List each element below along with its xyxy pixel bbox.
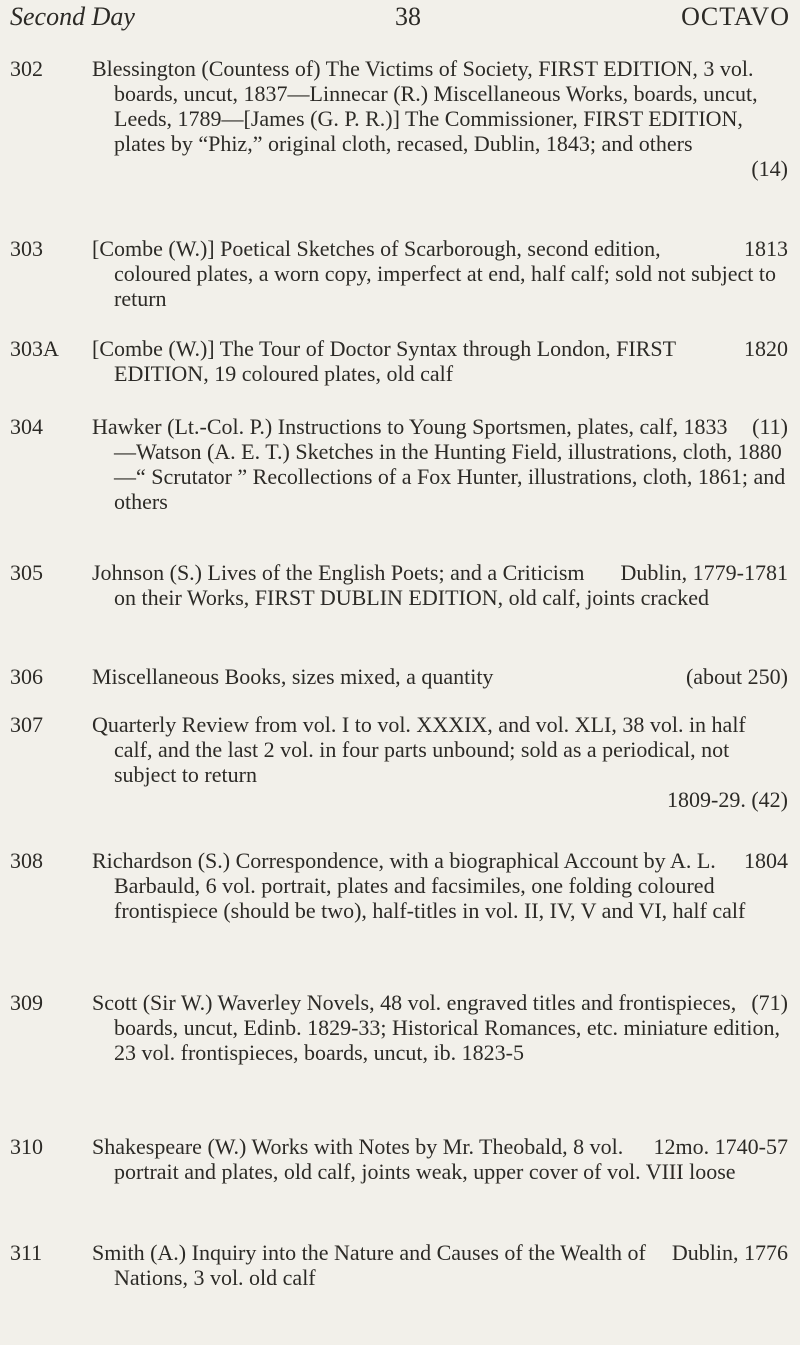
lot-entry xyxy=(10,56,788,181)
lot-number: 305 xyxy=(10,560,43,585)
page-header xyxy=(10,2,790,42)
lot-number: 310 xyxy=(10,1134,43,1159)
lot-date: 1813 xyxy=(744,236,788,261)
lot-quantity: (14) xyxy=(751,156,788,181)
lot-quantity: (about 250) xyxy=(685,664,788,689)
format-label: OCTAVO xyxy=(681,2,790,31)
lot-description: (11) Hawker (Lt.-Col. P.) Instructions to Young Sportsmen, plates, calf, 1833—Watson (A. E. T.) Sketches in the Hunting Field, illustrations, cloth, 1880—“ Scrutator ” Recollections of a Fox Hunter, illustrations, cloth, 1861; and others xyxy=(92,414,788,514)
lot-entry xyxy=(10,1240,788,1290)
lot-entry xyxy=(10,1134,788,1184)
lot-entry xyxy=(10,664,788,689)
lot-number: 303 xyxy=(10,236,43,261)
lot-date: 1804 xyxy=(744,848,788,873)
lot-entry xyxy=(10,560,788,610)
lot-number: 311 xyxy=(10,1240,43,1265)
lot-quantity: (11) xyxy=(752,414,788,439)
lot-number: 306 xyxy=(10,664,43,689)
lot-description: 1804 Richardson (S.) Correspondence, with a biographical Account by A. L. Barbauld, 6 vol. portrait, plates and facsimiles, one folding coloured frontispiece (should be two), half-titles in vol. II, IV, V and VI, half calf xyxy=(92,848,788,923)
lot-number: 302 xyxy=(10,56,43,81)
lot-description: 12mo. 1740-57 Shakespeare (W.) Works with Notes by Mr. Theobald, 8 vol. portrait and plates, old calf, joints weak, upper cover of vol. VIII loose xyxy=(92,1134,788,1184)
lot-number: 303A xyxy=(10,336,59,361)
lot-quantity: (71) xyxy=(751,990,788,1015)
lot-number: 308 xyxy=(10,848,43,873)
lot-description: (71) Scott (Sir W.) Waverley Novels, 48 vol. engraved titles and frontispieces, boards, uncut, Edinb. 1829-33; Historical Romances, etc. miniature edition, 23 vol. frontispieces, boards, uncut, ib. 1823-5 xyxy=(92,990,788,1065)
lot-description: 1813 [Combe (W.)] Poetical Sketches of Scarborough, second edition, coloured plates, a worn copy, imperfect at end, half calf; sold not subject to return xyxy=(92,236,788,311)
lot-entry xyxy=(10,848,788,923)
lot-description: Quarterly Review from vol. I to vol. XXXIX, and vol. XLI, 38 vol. in half calf, and the last 2 vol. in four parts unbound; sold as a periodical, not subject to return xyxy=(92,712,746,787)
lot-date: Dublin, 1776 xyxy=(671,1240,788,1265)
lot-date: 12mo. 1740-57 xyxy=(653,1134,788,1159)
lot-date: 1809-29. (42) xyxy=(667,787,788,812)
lot-description: Blessington (Countess of) The Victims of Society, FIRST EDITION, 3 vol. boards, uncut, 1837—Linnecar (R.) Miscellaneous Works, boards, uncut, Leeds, 1789—[James (G. P. R.)] The Commissioner, FIRST EDITION, plates by “Phiz,” original cloth, recased, Dublin, 1843; and others xyxy=(92,56,758,156)
lot-description: (about 250) Miscellaneous Books, sizes mixed, a quantity xyxy=(92,664,788,689)
lot-entry xyxy=(10,414,788,514)
lot-entry xyxy=(10,336,788,386)
lot-number: 309 xyxy=(10,990,43,1015)
lot-entry xyxy=(10,236,788,311)
lot-entry xyxy=(10,990,788,1065)
section-title: Second Day xyxy=(10,2,135,31)
lot-description: 1820 [Combe (W.)] The Tour of Doctor Syntax through London, FIRST EDITION, 19 coloured plates, old calf xyxy=(92,336,788,386)
lot-entry xyxy=(10,712,788,812)
lot-description: Dublin, 1776 Smith (A.) Inquiry into the Nature and Causes of the Wealth of Nations, 3 vol. old calf xyxy=(92,1240,788,1290)
lot-date: Dublin, 1779-1781 xyxy=(620,560,788,585)
lot-date: 1820 xyxy=(744,336,788,361)
lot-number: 304 xyxy=(10,414,43,439)
lot-number: 307 xyxy=(10,712,43,737)
lot-description: Dublin, 1779-1781 Johnson (S.) Lives of the English Poets; and a Criticism on their Works, FIRST DUBLIN EDITION, old calf, joints cracked xyxy=(92,560,788,610)
page-number: 38 xyxy=(395,2,421,31)
